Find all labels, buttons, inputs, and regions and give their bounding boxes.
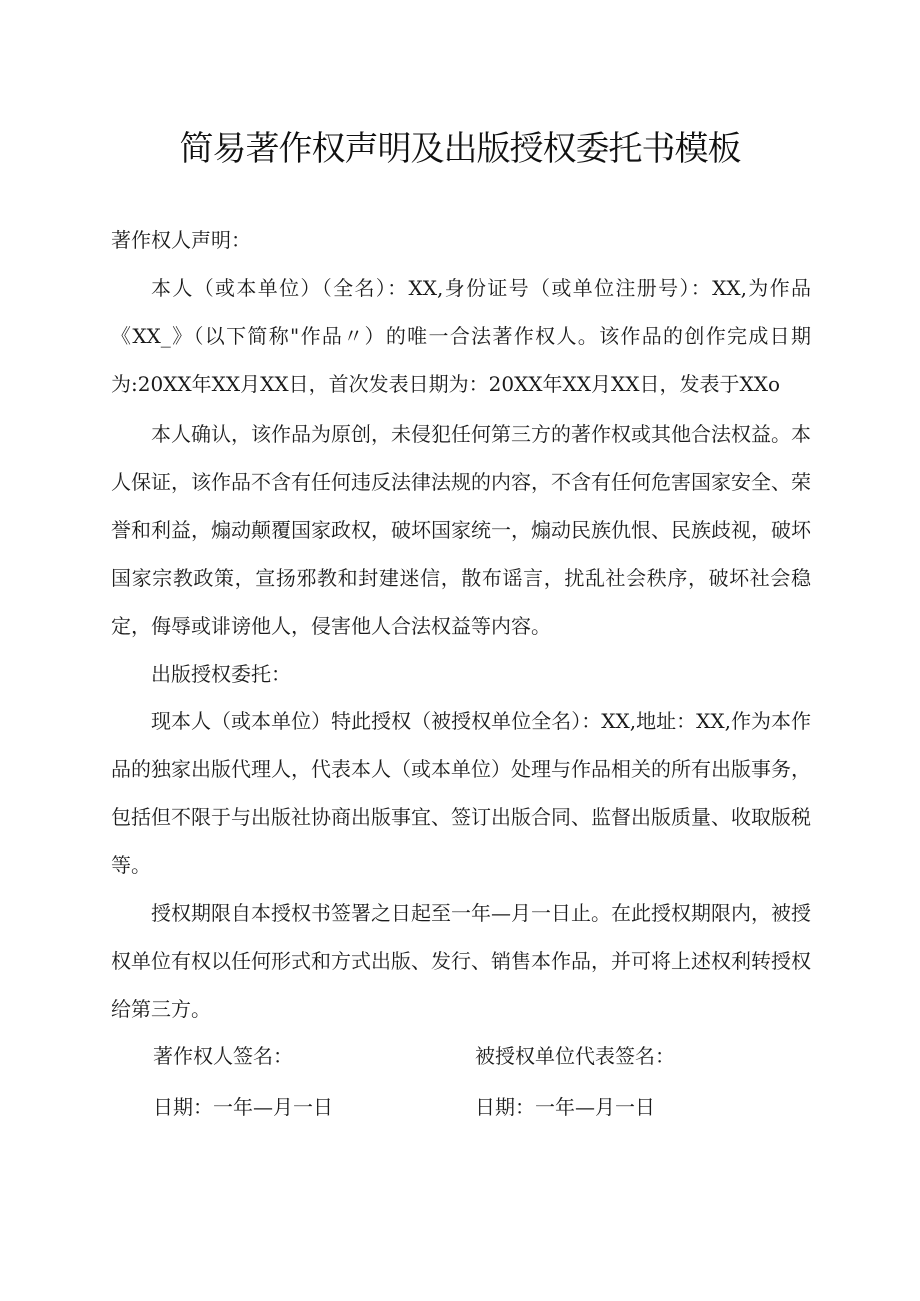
declaration-paragraph-2: 本人确认，该作品为原创，未侵犯任何第三方的著作权或其他合法权益。本人保证，该作品不含有任何违反法律法规的内容，不含有任何危害国家安全、荣誉和利益，煽动颠覆国家政权，破坏国家统一，煽动民族仇恨、民族歧视，破坏国家宗教政策，宣扬邪教和封建迷信，散布谣言，扰乱社会秩序，破坏社会稳定，侮辱或诽谤他人，侵害他人合法权益等内容。 <box>111 422 811 638</box>
authorization-heading: 出版授权委托： <box>151 662 291 686</box>
authorized-party-signature-label: 被授权单位代表签名： <box>475 1044 675 1068</box>
copyright-holder-signature-label: 著作权人签名： <box>153 1044 293 1068</box>
declaration-heading: 著作权人声明： <box>111 228 251 252</box>
authorization-paragraph-1: 现本人（或本单位）特此授权（被授权单位全名）：XX,地址：XX,作为本作品的独家出版代理人，代表本人（或本单位）处理与作品相关的所有出版事务，包括但不限于与出版社协商出版事宜、签订出版合同、监督出版质量、收取版税等。 <box>111 709 811 877</box>
document-title: 简易著作权声明及出版授权委托书模板 <box>179 129 741 169</box>
authorization-paragraph-2: 授权期限自本授权书签署之日起至一年—月一日止。在此授权期限内，被授权单位有权以任何形式和方式出版、发行、销售本作品，并可将上述权利转授权给第三方。 <box>111 901 811 1021</box>
copyright-holder-date: 日期：一年—月一日 <box>153 1095 333 1119</box>
authorized-party-date: 日期：一年—月一日 <box>475 1095 655 1119</box>
declaration-paragraph-1: 本人（或本单位）（全名）：XX,身份证号（或单位注册号）：XX,为作品《XX_》（以下简称"作品〃）的唯一合法著作权人。该作品的创作完成日期为:20XX年XX月XX日，首次发表日期为：20XX年XX月XX日，发表于XXo <box>111 276 811 396</box>
